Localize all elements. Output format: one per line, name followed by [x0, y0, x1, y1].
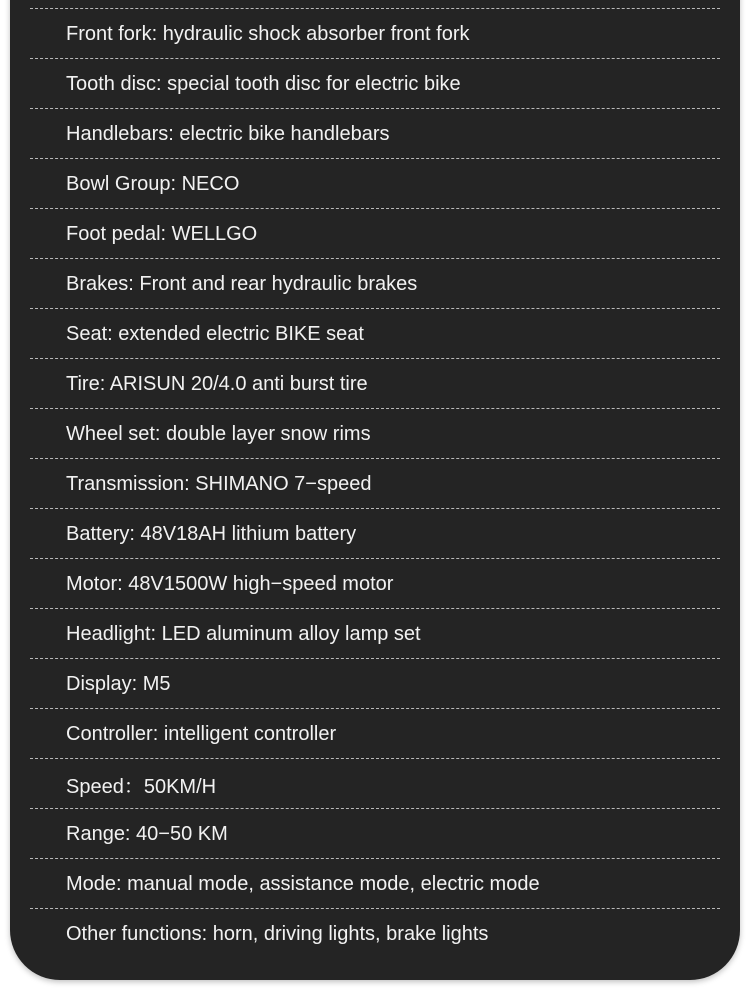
spec-row: Controller: intelligent controller [66, 722, 337, 745]
spec-row: Front fork: hydraulic shock absorber front fork [66, 22, 470, 45]
spec-row: Wheel set: double layer snow rims [66, 422, 371, 445]
spec-row: Other functions: horn, driving lights, brake lights [66, 922, 489, 945]
spec-row: Mode: manual mode, assistance mode, electric mode [66, 872, 540, 895]
spec-row: Speed：50KM/H [66, 775, 217, 798]
spec-list [10, 0, 740, 980]
spec-row: Brakes: Front and rear hydraulic brakes [66, 272, 418, 295]
spec-row: Handlebars: electric bike handlebars [66, 122, 390, 145]
spec-row: Motor: 48V1500W high−speed motor [66, 572, 394, 595]
spec-row: Tire: ARISUN 20/4.0 anti burst tire [66, 372, 368, 395]
spec-row: Range: 40−50 KM [66, 822, 228, 845]
spec-row: Transmission: SHIMANO 7−speed [66, 472, 372, 495]
spec-row: Bowl Group: NECO [66, 172, 240, 195]
spec-row: Seat: extended electric BIKE seat [66, 322, 364, 345]
spec-row: Headlight: LED aluminum alloy lamp set [66, 622, 421, 645]
spec-row: Display: M5 [66, 672, 171, 695]
spec-panel [10, 0, 740, 980]
spec-row: Foot pedal: WELLGO [66, 222, 258, 245]
spec-row: Tooth disc: special tooth disc for electric bike [66, 72, 461, 95]
spec-row: Battery: 48V18AH lithium battery [66, 522, 357, 545]
